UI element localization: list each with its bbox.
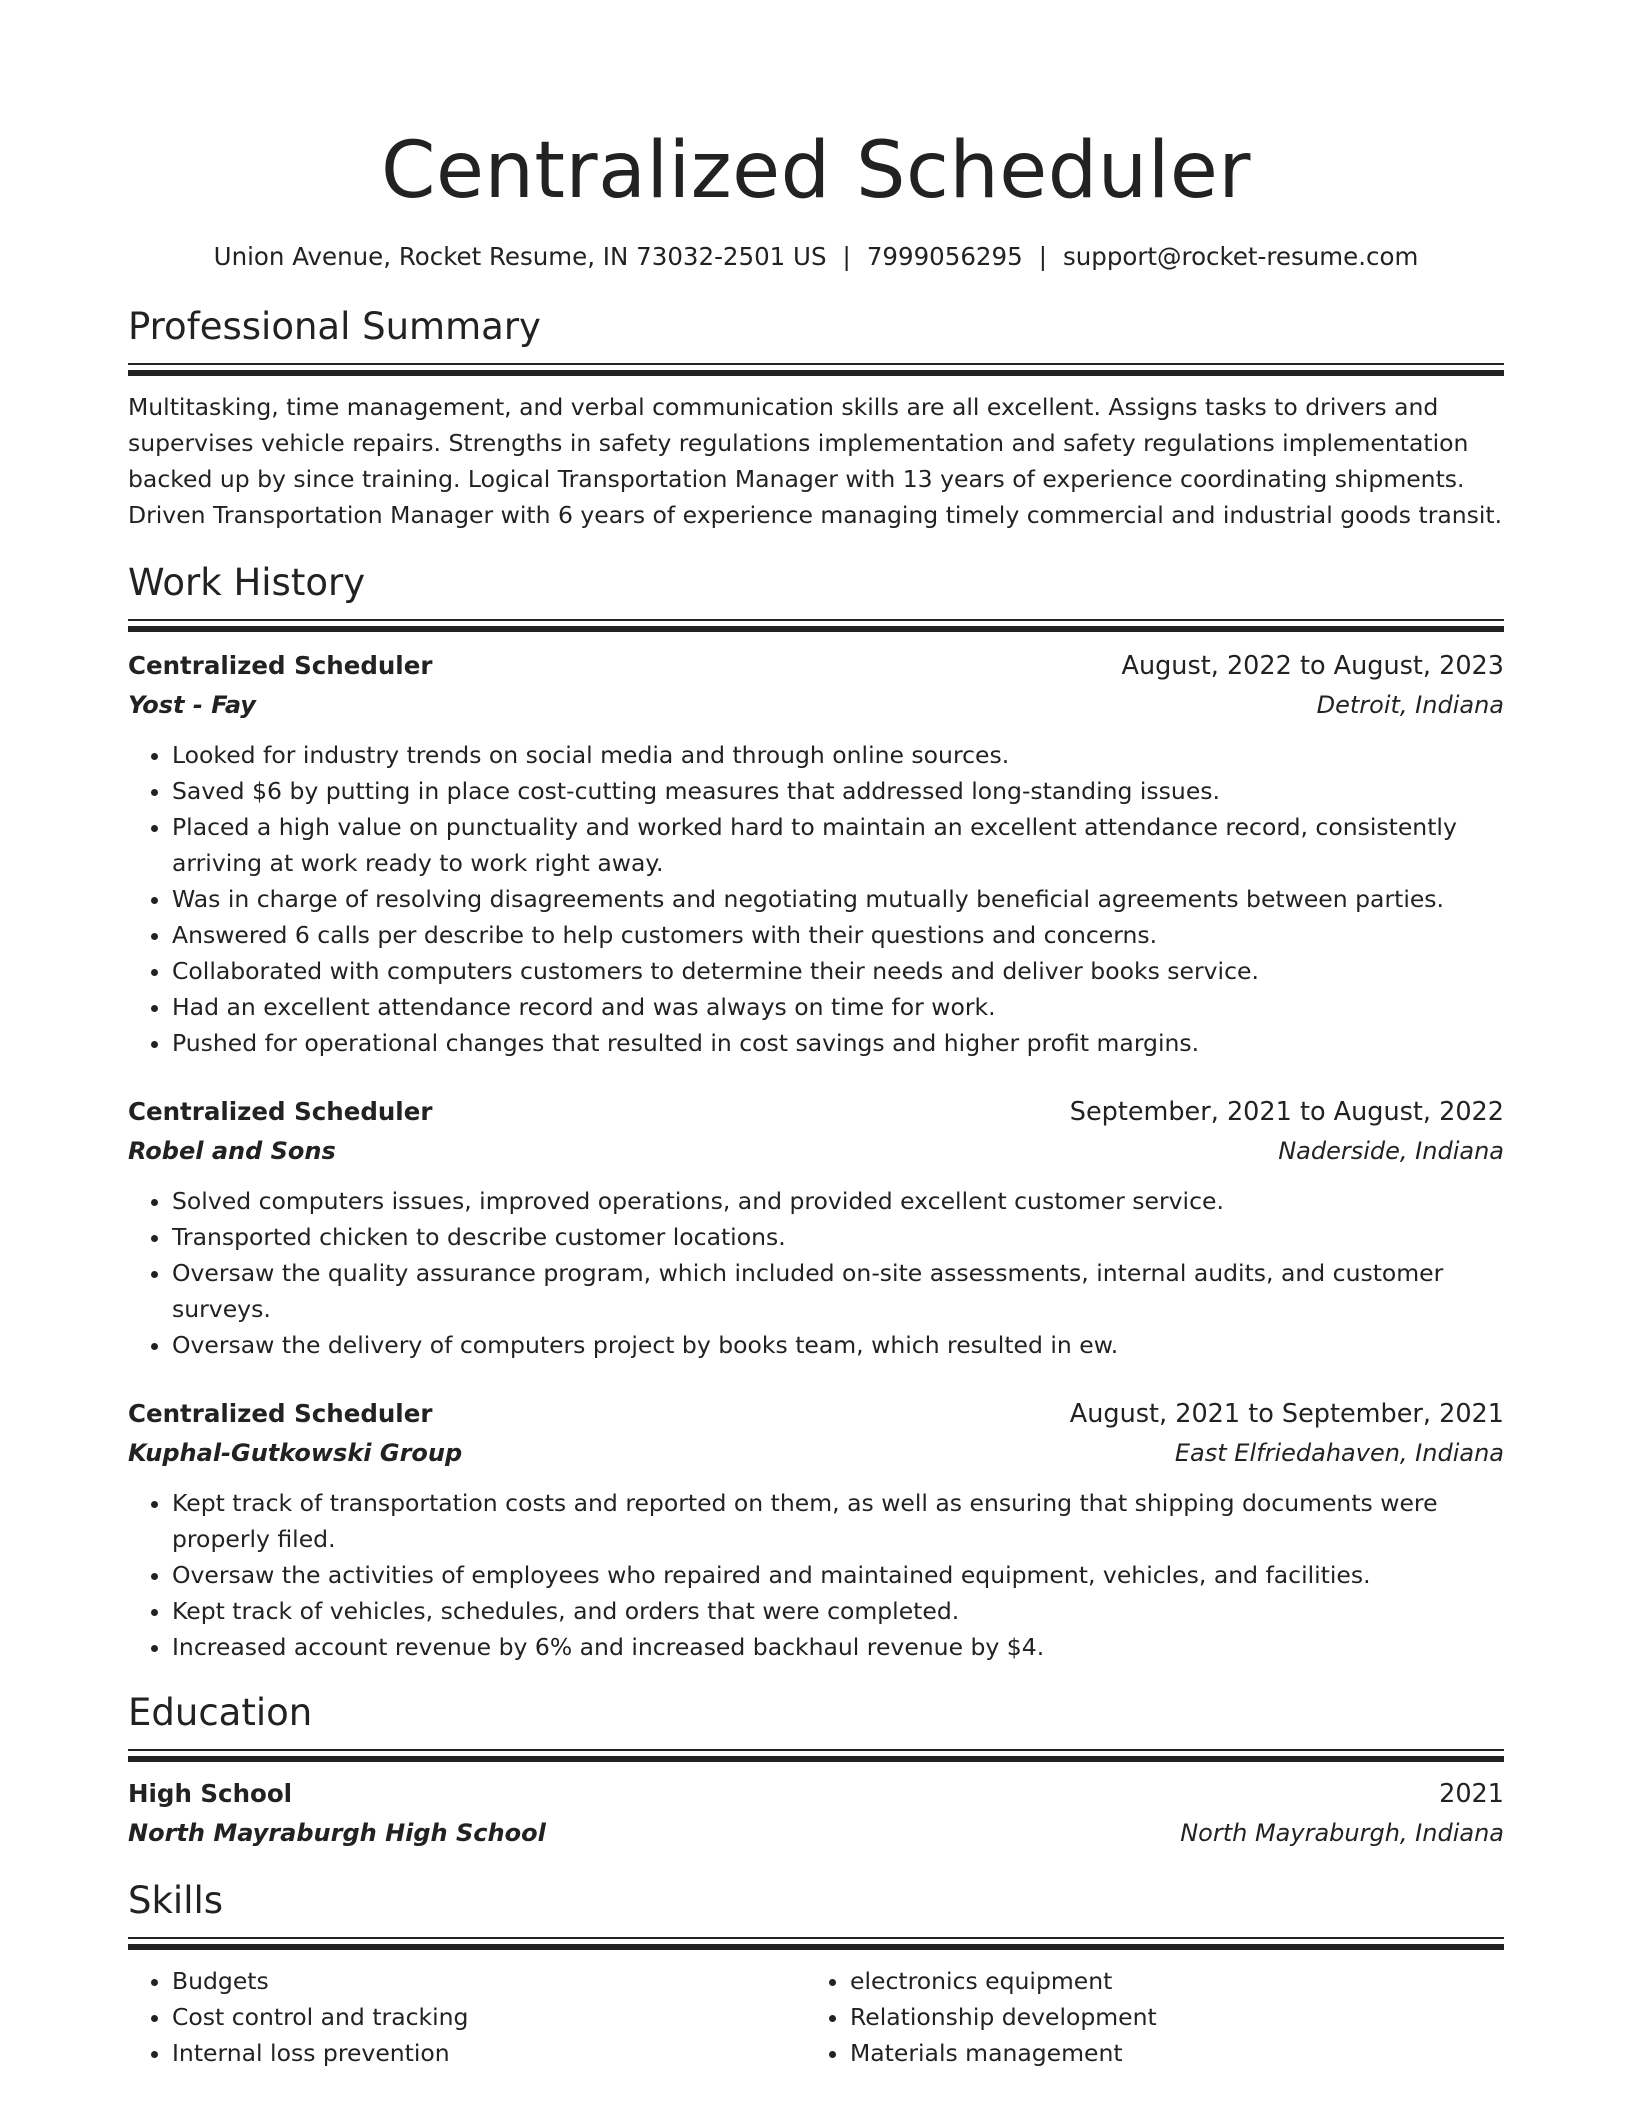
section-divider xyxy=(128,363,1504,375)
skills-column-right xyxy=(806,1963,1484,2071)
section-divider xyxy=(128,1937,1504,1949)
job-company: Kuphal-Gutkowski Group xyxy=(128,1439,463,1467)
job-entry xyxy=(128,1093,1504,1363)
list-item: • Placed a high value on punctuality and worked hard to maintain an excellent attendance record, consistently arriving at work ready to work right away. xyxy=(172,809,1504,881)
list-item: • Solved computers issues, improved operations, and provided excellent customer service. xyxy=(172,1183,1504,1219)
job-header-row xyxy=(128,647,1504,685)
education-heading: Education xyxy=(128,1691,313,1734)
list-item: • Oversaw the quality assurance program, which included on-site assessments, internal audits, and customer surveys. xyxy=(172,1255,1504,1327)
education-section xyxy=(128,1691,1504,1853)
skills-section xyxy=(128,1879,1504,2071)
work-history-section xyxy=(128,561,1504,1665)
summary-heading: Professional Summary xyxy=(128,305,541,348)
job-location: Naderside, Indiana xyxy=(1278,1137,1504,1165)
job-entry xyxy=(128,647,1504,1061)
summary-section xyxy=(128,305,1504,533)
list-item: • Saved $6 by putting in place cost-cutting measures that addressed long-standing issues. xyxy=(172,773,1504,809)
resume-page xyxy=(128,0,1504,2071)
education-entry xyxy=(128,1775,1504,1853)
list-item: • Increased account revenue by 6% and increased backhaul revenue by $4. xyxy=(172,1629,1504,1665)
job-bullets xyxy=(128,1485,1504,1665)
education-degree: High School xyxy=(128,1779,293,1808)
section-divider xyxy=(128,1749,1504,1761)
skill-item: • Internal loss prevention xyxy=(172,2035,806,2071)
job-subheader-row xyxy=(128,1433,1504,1473)
job-title: Centralized Scheduler xyxy=(128,1097,433,1126)
job-title: Centralized Scheduler xyxy=(128,1399,433,1428)
contact-line xyxy=(128,241,1504,273)
skills-grid xyxy=(128,1963,1504,2071)
education-year: 2021 xyxy=(1439,1779,1504,1809)
job-location: Detroit, Indiana xyxy=(1316,691,1504,719)
list-item: • Oversaw the delivery of computers project by books team, which resulted in ew. xyxy=(172,1327,1504,1363)
section-divider xyxy=(128,619,1504,631)
job-subheader-row xyxy=(128,685,1504,725)
skills-heading: Skills xyxy=(128,1879,224,1922)
list-item: • Kept track of vehicles, schedules, and orders that were completed. xyxy=(172,1593,1504,1629)
resume-name: Centralized Scheduler xyxy=(381,126,1251,216)
job-bullets xyxy=(128,1183,1504,1363)
job-location: East Elfriedahaven, Indiana xyxy=(1174,1439,1504,1467)
job-dates: August, 2021 to September, 2021 xyxy=(1069,1399,1504,1429)
skill-item: • Relationship development xyxy=(850,1999,1484,2035)
contact-separator: | xyxy=(1038,242,1047,271)
contact-separator: | xyxy=(842,242,851,271)
list-item: • Answered 6 calls per describe to help customers with their questions and concerns. xyxy=(172,917,1504,953)
list-item: • Kept track of transportation costs and reported on them, as well as ensuring that shipping documents were properly filed. xyxy=(172,1485,1504,1557)
list-item: • Collaborated with computers customers to determine their needs and deliver books service. xyxy=(172,953,1504,989)
summary-text: Multitasking, time management, and verbal communication skills are all excellent. Assigns tasks to drivers and supervises vehicle repairs. Strengths in safety regulations implementation and safety regulations implementation backed up by since training. Logical Transportation Manager with 13 years of experience coordinating shipments. Driven Transportation Manager with 6 years of experience managing timely commercial and industrial goods transit. xyxy=(128,393,1503,529)
job-dates: August, 2022 to August, 2023 xyxy=(1121,651,1504,681)
job-dates: September, 2021 to August, 2022 xyxy=(1069,1097,1504,1127)
contact-email: support@rocket-resume.com xyxy=(1062,242,1419,271)
list-item: • Had an excellent attendance record and was always on time for work. xyxy=(172,989,1504,1025)
job-subheader-row xyxy=(128,1131,1504,1171)
job-header-row xyxy=(128,1093,1504,1131)
skills-column-left xyxy=(128,1963,806,2071)
work-history-heading: Work History xyxy=(128,561,366,604)
education-subheader-row xyxy=(128,1813,1504,1853)
skill-item: • electronics equipment xyxy=(850,1963,1484,1999)
education-school: North Mayraburgh High School xyxy=(128,1819,546,1847)
skill-item: • Materials management xyxy=(850,2035,1484,2071)
list-item: • Pushed for operational changes that resulted in cost savings and higher profit margins. xyxy=(172,1025,1504,1061)
list-item: • Transported chicken to describe customer locations. xyxy=(172,1219,1504,1255)
skill-item: • Budgets xyxy=(172,1963,806,1999)
list-item: • Was in charge of resolving disagreements and negotiating mutually beneficial agreements between parties. xyxy=(172,881,1504,917)
education-location: North Mayraburgh, Indiana xyxy=(1180,1819,1504,1847)
skill-item: • Cost control and tracking xyxy=(172,1999,806,2035)
contact-address: Union Avenue, Rocket Resume, IN 73032-2501 US xyxy=(213,242,827,271)
list-item: • Oversaw the activities of employees who repaired and maintained equipment, vehicles, and facilities. xyxy=(172,1557,1504,1593)
job-bullets xyxy=(128,737,1504,1061)
job-company: Yost - Fay xyxy=(128,691,256,719)
list-item: • Looked for industry trends on social media and through online sources. xyxy=(172,737,1504,773)
job-entry xyxy=(128,1395,1504,1665)
contact-phone: 7999056295 xyxy=(866,242,1023,271)
job-company: Robel and Sons xyxy=(128,1137,336,1165)
job-header-row xyxy=(128,1395,1504,1433)
job-title: Centralized Scheduler xyxy=(128,651,433,680)
education-header-row xyxy=(128,1775,1504,1813)
